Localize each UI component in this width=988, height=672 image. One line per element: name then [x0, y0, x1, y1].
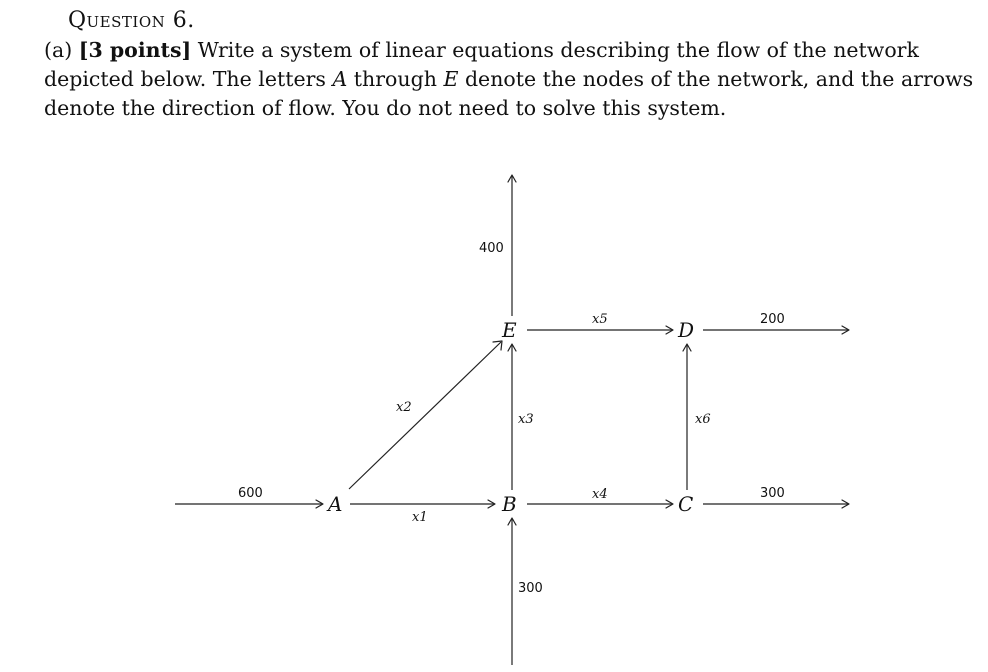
var-label-x6: x6: [695, 412, 711, 427]
var-label-x3: x3: [518, 412, 534, 427]
node-D: D: [678, 318, 695, 342]
question-line-2a: below. The letters: [140, 67, 326, 91]
node-last-ref: E: [443, 67, 459, 91]
node-C: C: [678, 492, 694, 516]
node-first-ref: A: [332, 67, 348, 91]
var-label-x5: x5: [592, 312, 608, 327]
question-number: 6.: [172, 8, 195, 33]
edge-A-to-E: [349, 342, 501, 489]
question-line-3: direction of flow. You do not need to solve this system.: [161, 96, 727, 120]
flow-label-out-of-D: 200: [760, 312, 785, 327]
question-heading-word: Question: [68, 8, 166, 33]
var-label-x4: x4: [592, 487, 608, 502]
node-E: E: [502, 318, 517, 342]
node-A: A: [328, 492, 343, 516]
flow-label-into-B: 300: [518, 581, 543, 596]
var-label-x2: x2: [396, 400, 412, 415]
part-label: (a): [44, 38, 73, 62]
flow-label-out-of-E: 400: [479, 241, 504, 256]
question-line-2c: denote the nodes of the network, and the arrows denote the: [44, 67, 974, 120]
var-label-x1: x1: [412, 510, 428, 525]
question-line-2b: through: [353, 67, 437, 91]
question-line-1: Write a system of linear equations describing the flow of the network depicted: [44, 38, 919, 91]
points-label: [3 points]: [78, 38, 192, 62]
flow-label-into-A: 600: [238, 486, 263, 501]
flow-label-out-of-C: 300: [760, 486, 785, 501]
node-B: B: [502, 492, 517, 516]
